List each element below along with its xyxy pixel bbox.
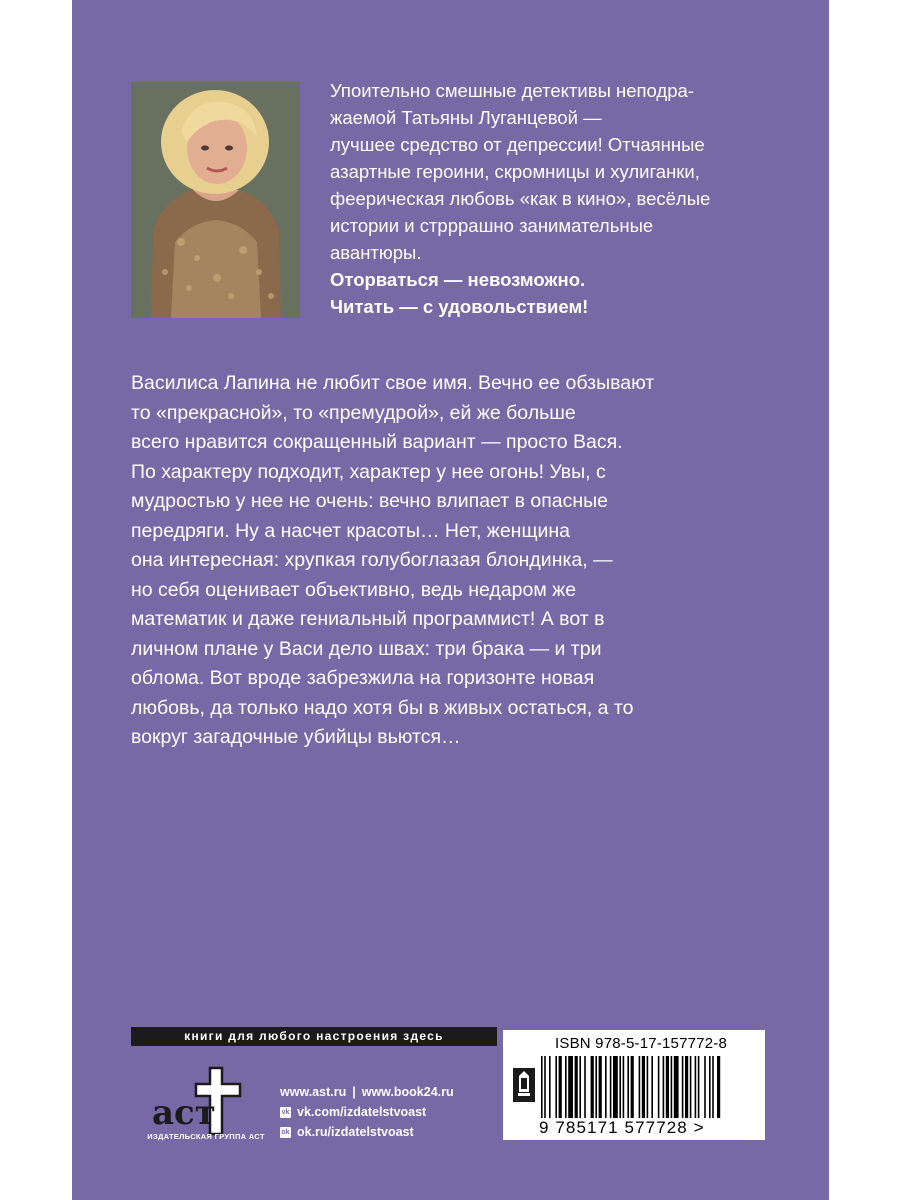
link-separator: | — [352, 1085, 356, 1099]
author-photo — [131, 82, 300, 318]
website-link-book24[interactable]: www.book24.ru — [361, 1085, 454, 1099]
publisher-caption: ИЗДАТЕЛЬСКАЯ ГРУППА АСТ — [147, 1132, 265, 1141]
publisher-links — [280, 1082, 454, 1142]
description-line: любовь, да только надо хотя бы в живых остаться, а то — [131, 696, 634, 719]
book-description — [131, 369, 691, 753]
description-line: но себя оценивает объективно, ведь недаром же — [131, 578, 577, 601]
ok-link[interactable]: ok.ru/izdatelstvoast — [297, 1125, 414, 1139]
isbn-barcode — [503, 1030, 765, 1140]
vk-row — [280, 1102, 454, 1122]
blurb-slogan-1: Оторваться — невозможно. — [330, 269, 586, 290]
vk-icon: vk — [281, 1108, 290, 1116]
blurb-line: жаемой Татьяны Луганцевой — — [330, 107, 602, 128]
ok-icon: ok — [281, 1128, 290, 1136]
logo-text: аст — [152, 1093, 216, 1133]
author-blurb — [330, 77, 750, 320]
blurb-slogan-2: Читать — с удовольствием! — [330, 296, 589, 317]
description-line: мудростью у нее не очень: вечно влипает в опасные — [131, 490, 609, 512]
vk-link[interactable]: vk.com/izdatelstvoast — [297, 1105, 427, 1119]
lantern-icon — [513, 1068, 535, 1102]
ok-row — [280, 1122, 454, 1142]
description-line: облома. Вот вроде забрезжила на горизонте новая — [131, 667, 595, 689]
website-link-ast[interactable]: www.ast.ru — [280, 1085, 347, 1099]
description-line: всего нравится сокращенный вариант — просто Вася. — [131, 431, 623, 453]
description-line: она интересная: хрупкая голубоглазая блондинка, — — [131, 549, 613, 571]
blurb-line: истории и стрррашно занимательные — [330, 215, 654, 236]
description-line: личном плане у Васи дело швах: три брака — и три — [131, 637, 602, 660]
description-line: математик и даже гениальный программист! А вот в — [131, 608, 605, 630]
description-line: то «прекрасной», то «премудрой», ей же больше — [131, 401, 576, 424]
blurb-line: лучшее средство от депрессии! Отчаянные — [330, 134, 705, 155]
description-line: По характеру подходит, характер у нее огонь! Увы, с — [131, 460, 606, 483]
blurb-line: азартные героини, скромницы и хулиганки, — [330, 161, 700, 182]
blurb-line: феерическая любовь «как в кино», весёлые — [330, 188, 711, 209]
description-line: вокруг загадочные убийцы вьются… — [131, 726, 461, 748]
barcode-digits: 9 785171 577728 > — [539, 1118, 705, 1137]
isbn-number: ISBN 978-5-17-157772-8 — [555, 1035, 728, 1052]
barcode-bars — [541, 1056, 751, 1118]
description-line: Василиса Лапина не любит свое имя. Вечно ее обзывают — [131, 372, 655, 394]
website-row — [280, 1082, 454, 1102]
blurb-line: авантюры. — [330, 242, 422, 263]
blurb-line: Упоительно смешные детективы неподра- — [330, 80, 694, 101]
tagline-banner: книги для любого настроения здесь — [131, 1027, 497, 1046]
description-line: передряги. Ну а насчет красоты… Нет, женщина — [131, 519, 570, 542]
